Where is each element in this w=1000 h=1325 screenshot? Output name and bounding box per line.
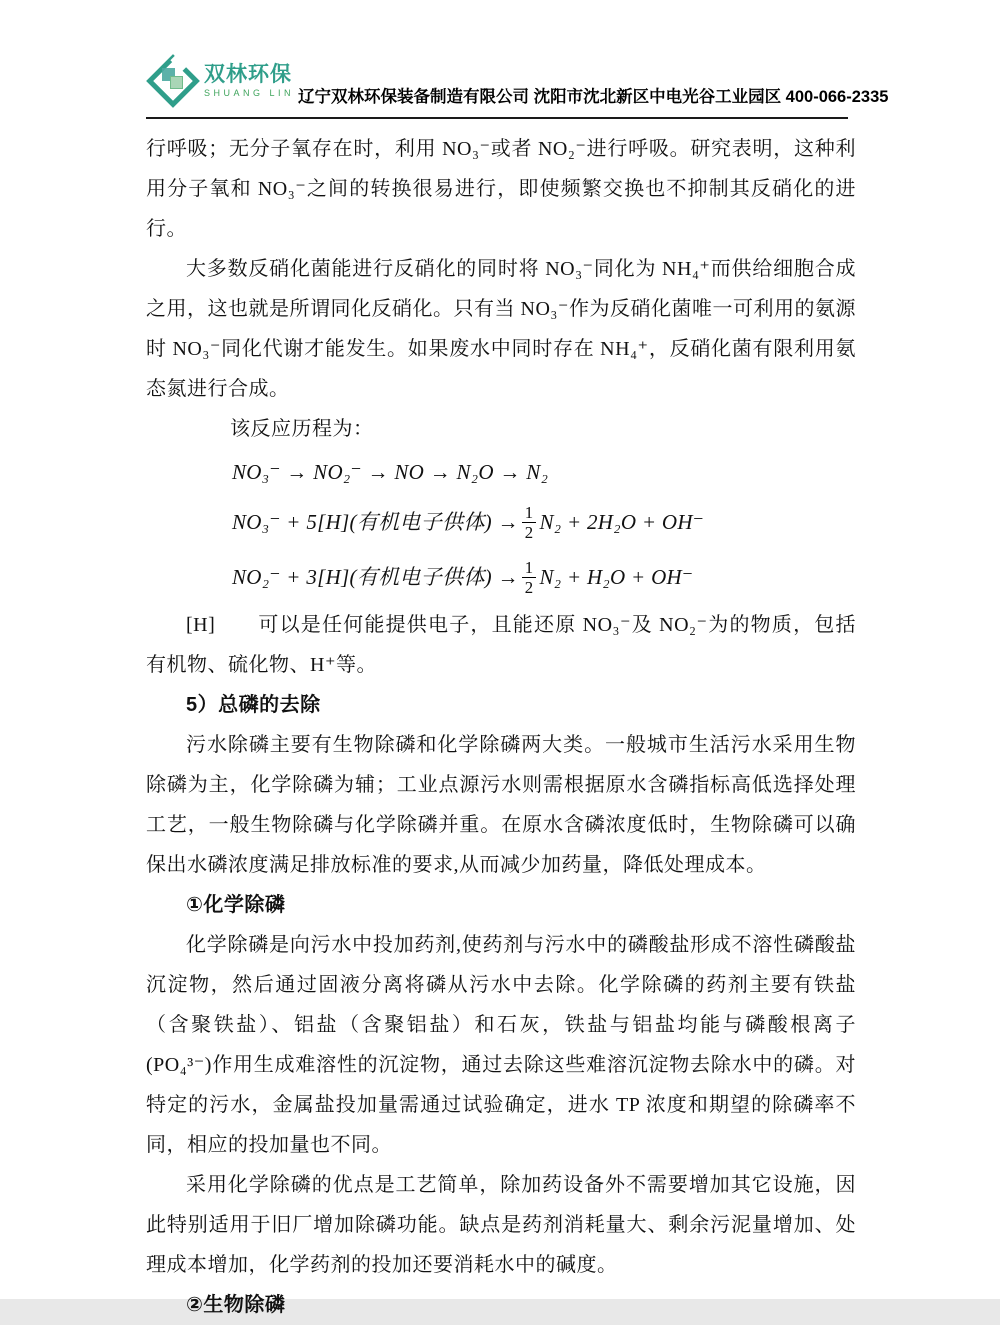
company-address-line: 辽宁双林环保装备制造有限公司 沈阳市沈北新区中电光谷工业园区 400-066-2335 (298, 88, 889, 106)
letterhead (0, 0, 1000, 119)
fraction-one-half (522, 558, 537, 598)
paragraph-chemical-mechanism: 化学除磷是向污水中投加药剂,使药剂与污水中的磷酸盐形成不溶性磷酸盐沉淀物，然后通过固液分离将磷从污水中去除。化学除磷的药剂主要有铁盐（含聚铁盐）、铝盐（含聚铝盐）和石灰，铁盐与铝盐均能与磷酸根离子(PO₄³⁻)作用生成难溶性的沉淀物，通过去除这些难溶沉淀物去除水中的磷。对特定的污水，金属盐投加量需通过试验确定，进水 TP 浓度和期望的除磷率不同，相应的投加量也不同。 (146, 934, 856, 1156)
logo-name-en: SHUANG LIN (204, 88, 295, 98)
fraction-numerator: 1 (522, 503, 537, 523)
paragraph-h-donor-note: [H] 可以是任何能提供电子，且能还原 NO₃⁻及 NO₂⁻为的物质，包括有机物、硫化物、H⁺等。 (146, 614, 856, 676)
equation-rhs: N₂ + H₂O + OH⁻ (539, 565, 694, 589)
heading-biological-phosphorus-removal: ②生物除磷 (186, 1294, 286, 1316)
paragraph-respiration-continuation: 行呼吸；无分子氧存在时，利用 NO₃⁻或者 NO₂⁻进行呼吸。研究表明，这种利用分子氧和 NO₃⁻之间的转换很易进行，即使频繁交换也不抑制其反硝化的进行。 (146, 138, 856, 240)
paragraph-phosphorus-overview: 污水除磷主要有生物除磷和化学除磷两大类。一般城市生活污水采用生物除磷为主，化学除磷为辅；工业点源污水则需根据原水含磷指标高低选择处理工艺，一般生物除磷与化学除磷并重。在原水含磷浓度低时，生物除磷可以确保出水磷浓度满足排放标准的要求,从而减少加药量，降低处理成本。 (146, 734, 856, 876)
equation-lhs: NO₃⁻ + 5[H](有机电子供体) → (232, 510, 519, 534)
equation-lhs: NO₂⁻ + 3[H](有机电子供体) → (232, 565, 519, 589)
heading-total-phosphorus-removal: 5）总磷的去除 (186, 694, 321, 716)
logo-wordmark (204, 64, 294, 98)
document-body (146, 129, 856, 1325)
company-logo-icon (146, 52, 202, 110)
equation-nitrate-reduction (232, 495, 856, 550)
fraction-denominator: 2 (524, 523, 534, 543)
fraction-denominator: 2 (524, 578, 534, 598)
paragraph-chemical-pros-cons: 采用化学除磷的优点是工艺简单，除加药设备外不需要增加其它设施，因此特别适用于旧厂增加除磷功能。缺点是药剂消耗量大、剩余污泥量增加、处理成本增加，化学药剂的投加还要消耗水中的碱度。 (146, 1174, 856, 1276)
equation-rhs: N₂ + 2H₂O + OH⁻ (539, 510, 705, 534)
fraction-numerator: 1 (522, 558, 537, 578)
letterhead-row (146, 52, 889, 119)
heading-chemical-phosphorus-removal: ①化学除磷 (186, 894, 286, 916)
company-logo (146, 52, 294, 110)
fraction-one-half (522, 503, 537, 543)
logo-square-green (170, 76, 183, 89)
reaction-intro-line: 该反应历程为： (230, 418, 374, 440)
equation-denitrification-chain: NO₃⁻ → NO₂⁻ → NO → N₂O → N₂ (232, 460, 549, 484)
logo-name-cn: 双林环保 (204, 63, 292, 86)
paragraph-assimilation: 大多数反硝化菌能进行反硝化的同时将 NO₃⁻同化为 NH₄⁺而供给细胞合成之用，这也就是所谓同化反硝化。只有当 NO₃⁻作为反硝化菌唯一可利用的氨源时 NO₃⁻同化代谢才能发生。如果废水中同时存在 NH₄⁺，反硝化菌有限利用氨态氮进行合成。 (146, 258, 856, 400)
equation-nitrite-reduction (232, 550, 856, 605)
